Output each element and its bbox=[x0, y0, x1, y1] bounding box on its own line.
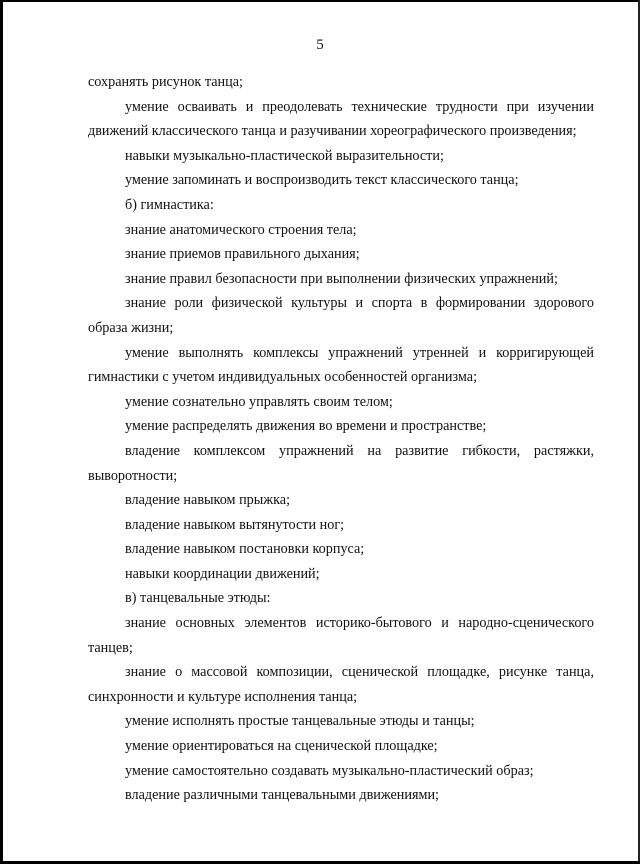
page-number: 5 bbox=[316, 37, 324, 53]
paragraph: умение исполнять простые танцевальные этюды и танцы; bbox=[125, 713, 475, 730]
paragraph: владение навыком вытянутости ног; bbox=[125, 516, 345, 533]
paragraph: умение выполнять комплексы упражнений утренней и корригирующей гимнастики с учетом индивидуальных особенностей организма; bbox=[88, 344, 594, 386]
section-heading: б) гимнастика: bbox=[125, 196, 214, 213]
paragraph: навыки музыкально-пластической выразительности; bbox=[125, 147, 444, 164]
paragraph: сохранять рисунок танца; bbox=[88, 74, 243, 90]
paragraph: умение ориентироваться на сценической площадке; bbox=[125, 738, 438, 755]
paragraph: знание правил безопасности при выполнении физических упражнений; bbox=[125, 270, 558, 287]
paragraph: навыки координации движений; bbox=[125, 565, 320, 582]
paragraph: умение осваивать и преодолевать технические трудности при изучении движений классического танца и разучивании хореографического произведения; bbox=[88, 98, 594, 140]
paragraph: владение комплексом упражнений на развитие гибкости, растяжки, выворотности; bbox=[88, 442, 594, 484]
paragraph: владение навыком постановки корпуса; bbox=[125, 541, 365, 558]
paragraph: владение навыком прыжка; bbox=[125, 492, 291, 509]
paragraph: владение различными танцевальными движениями; bbox=[125, 787, 440, 804]
paragraph: знание приемов правильного дыхания; bbox=[125, 246, 360, 263]
section-heading: в) танцевальные этюды: bbox=[125, 590, 271, 607]
document-body bbox=[88, 70, 594, 808]
paragraph: знание о массовой композиции, сценической площадке, рисунке танца, синхронности и культуре исполнения танца; bbox=[88, 664, 594, 705]
paragraph: умение распределять движения во времени и пространстве; bbox=[125, 418, 487, 435]
paragraph: знание анатомического строения тела; bbox=[125, 221, 357, 238]
paragraph: умение запоминать и воспроизводить текст классического танца; bbox=[125, 172, 519, 189]
scan-border-left bbox=[0, 0, 3, 864]
paragraph: знание основных элементов историко-бытового и народно-сценического танцев; bbox=[88, 615, 594, 656]
paragraph: умение сознательно управлять своим телом; bbox=[125, 393, 393, 410]
paragraph: знание роли физической культуры и спорта в формировании здорового образа жизни; bbox=[88, 295, 594, 336]
scan-border-top bbox=[0, 0, 640, 2]
paragraph: умение самостоятельно создавать музыкально-пластический образ; bbox=[125, 762, 534, 779]
